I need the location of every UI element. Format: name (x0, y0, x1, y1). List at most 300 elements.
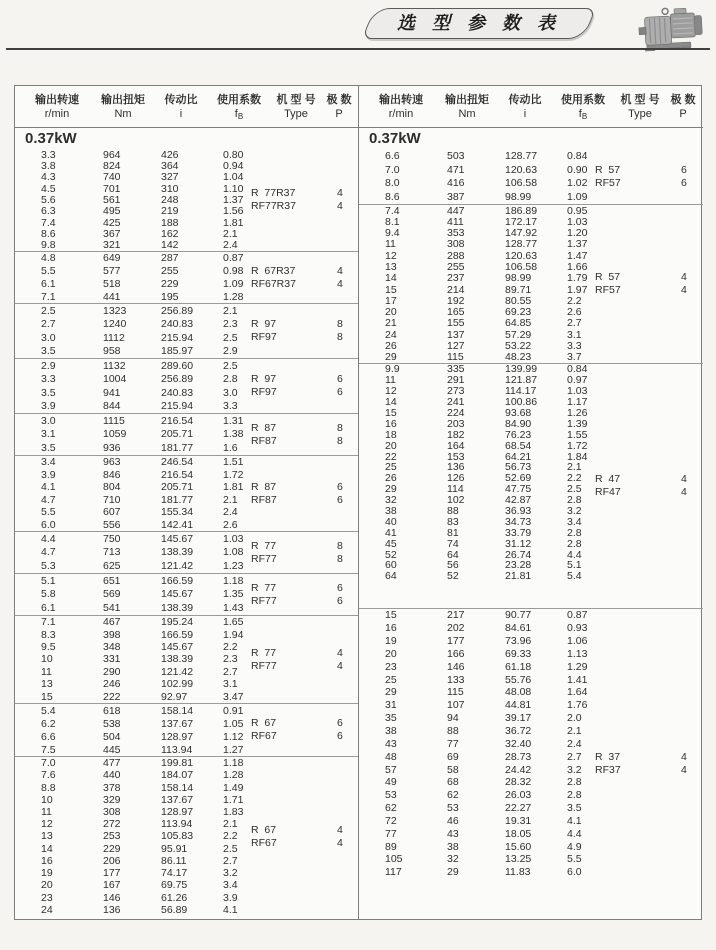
speed-cell: 16 (41, 854, 53, 867)
poles-value: 8 (337, 331, 343, 343)
service-factor-cell: 2.1 (567, 725, 582, 738)
service-factor-cell: 1.09 (223, 277, 244, 290)
service-factor-cell: 1.79 (567, 272, 588, 285)
speed-cell: 6.1 (41, 277, 56, 290)
table-row (15, 630, 358, 640)
model-line (595, 473, 701, 486)
service-factor-cell: 4.1 (223, 903, 238, 916)
table-row (359, 430, 703, 440)
torque-cell: 331 (103, 653, 121, 666)
torque-cell: 74 (447, 537, 459, 550)
poles-value: 6 (681, 163, 687, 176)
torque-cell: 192 (447, 294, 465, 307)
speed-cell: 9.4 (385, 227, 400, 240)
ratio-cell: 216.54 (161, 468, 194, 481)
speed-cell: 3.8 (41, 159, 56, 172)
model-type: RF37 (595, 764, 621, 776)
ratio-cell: 188 (161, 216, 179, 229)
torque-cell: 155 (447, 317, 465, 330)
torque-cell: 538 (103, 717, 121, 730)
speed-cell: 12 (385, 249, 397, 262)
table-section (15, 703, 358, 756)
torque-cell: 255 (447, 261, 465, 274)
table-row (359, 352, 703, 362)
ratio-cell: 90.77 (505, 609, 532, 622)
ratio-cell: 166.59 (161, 574, 194, 587)
service-factor-cell: 2.5 (223, 331, 238, 344)
ratio-cell: 240.83 (161, 386, 194, 399)
ratio-cell: 56.89 (161, 903, 188, 916)
ratio-cell: 181.77 (161, 493, 194, 506)
ratio-cell: 23.28 (505, 559, 532, 572)
speed-cell: 4.3 (41, 171, 56, 184)
column-header-5: 极 数 (670, 94, 696, 106)
column-unit-4: Type (284, 108, 308, 120)
service-factor-cell: 2.8 (567, 537, 582, 550)
torque-cell: 136 (103, 903, 121, 916)
table-row (15, 401, 358, 411)
column-header-row (15, 86, 358, 128)
service-factor-cell: 0.97 (567, 374, 588, 387)
speed-cell: 14 (385, 272, 397, 285)
torque-cell: 53 (447, 802, 459, 815)
service-factor-cell: 4.1 (567, 814, 582, 827)
model-poles-label (251, 481, 357, 507)
poles-value: 4 (681, 284, 687, 296)
ratio-cell: 44.81 (505, 699, 532, 712)
ratio-cell: 95.91 (161, 842, 188, 855)
table-row (15, 229, 358, 239)
speed-cell: 16 (385, 622, 397, 635)
table-row (359, 539, 703, 549)
ratio-cell: 137.67 (161, 793, 194, 806)
column-header-2: 传动比 (508, 94, 542, 106)
ratio-cell: 158.14 (161, 781, 194, 794)
ratio-cell: 155.34 (161, 506, 194, 519)
torque-cell: 740 (103, 171, 121, 184)
model-line (251, 422, 357, 435)
table-row (15, 856, 358, 866)
speed-cell: 7.1 (41, 290, 56, 303)
torque-cell: 398 (103, 628, 121, 641)
torque-cell: 202 (447, 622, 465, 635)
ratio-cell: 229 (161, 277, 179, 290)
speed-cell: 19 (41, 867, 53, 880)
ratio-cell: 28.32 (505, 776, 532, 789)
speed-cell: 20 (385, 439, 397, 452)
speed-cell: 6.3 (41, 205, 56, 218)
torque-cell: 166 (447, 647, 465, 660)
ratio-cell: 76.23 (505, 428, 532, 441)
table-row (15, 783, 358, 793)
ratio-cell: 69.23 (505, 306, 532, 319)
speed-cell: 60 (385, 559, 397, 572)
table-row (359, 307, 703, 317)
ratio-cell: 105.83 (161, 830, 194, 843)
power-label: 0.37kW (369, 130, 421, 147)
poles-value: 8 (337, 434, 343, 447)
unit-subscript: B (581, 112, 588, 121)
torque-cell: 844 (103, 400, 121, 413)
torque-cell: 69 (447, 750, 459, 763)
model-line (251, 435, 357, 448)
model-poles-label (595, 271, 701, 297)
torque-cell: 146 (103, 891, 121, 904)
poles-value: 6 (337, 717, 343, 729)
service-factor-cell: 0.91 (223, 704, 244, 717)
torque-cell: 288 (447, 249, 465, 262)
service-factor-cell: 1.23 (223, 560, 244, 573)
table-row (359, 803, 703, 813)
service-factor-cell: 1.94 (223, 628, 244, 641)
table-row (359, 854, 703, 864)
right-table-body (359, 128, 703, 919)
model-poles-label (251, 540, 357, 566)
ratio-cell: 28.73 (505, 750, 532, 763)
service-factor-cell: 1.76 (567, 699, 588, 712)
speed-cell: 3.3 (41, 373, 56, 386)
model-type: RF77 (251, 594, 277, 607)
torque-cell: 329 (103, 793, 121, 806)
torque-cell: 321 (103, 239, 121, 252)
table-row (359, 239, 703, 249)
model-line (251, 318, 357, 331)
torque-cell: 291 (447, 374, 465, 387)
speed-cell: 8.6 (385, 191, 400, 204)
model-line (251, 331, 357, 344)
ratio-cell: 145.67 (161, 641, 194, 654)
column-unit-5: P (335, 108, 343, 120)
model-type: RF97 (251, 331, 277, 343)
ratio-cell: 327 (161, 171, 179, 184)
service-factor-cell: 1.72 (223, 468, 244, 481)
ratio-cell: 138.39 (161, 546, 194, 559)
table-row (15, 346, 358, 356)
speed-cell: 62 (385, 802, 397, 815)
speed-cell: 6.1 (41, 602, 56, 615)
unit-base: f (234, 108, 238, 120)
service-factor-cell: 1.41 (567, 673, 588, 686)
model-poles-label (251, 824, 357, 850)
torque-cell: 62 (447, 789, 459, 802)
torque-cell: 1059 (103, 428, 127, 441)
service-factor-cell: 1.06 (567, 635, 588, 648)
model-type: R 97 (251, 318, 277, 330)
power-label: 0.37kW (25, 130, 77, 147)
ratio-cell: 48.08 (505, 686, 532, 699)
table-row (359, 636, 703, 646)
speed-cell: 12 (385, 385, 397, 398)
speed-cell: 64 (385, 570, 397, 583)
torque-cell: 607 (103, 506, 121, 519)
service-factor-cell: 2.5 (567, 483, 582, 496)
speed-cell: 29 (385, 686, 397, 699)
speed-cell: 3.0 (41, 331, 56, 344)
table-row (15, 880, 358, 890)
model-type: R 77 (251, 539, 277, 552)
model-type: RF67R37 (251, 277, 296, 290)
torque-cell: 963 (103, 456, 121, 469)
service-factor-cell: 5.4 (567, 570, 582, 583)
ratio-cell: 61.26 (161, 891, 188, 904)
torque-cell: 651 (103, 574, 121, 587)
torque-cell: 81 (447, 526, 459, 539)
torque-cell: 38 (447, 840, 459, 853)
model-line (251, 595, 357, 608)
speed-cell: 4.7 (41, 493, 56, 506)
service-factor-cell: 1.37 (223, 193, 244, 206)
speed-cell: 2.9 (41, 359, 56, 372)
table-row (359, 318, 703, 328)
torque-cell: 1323 (103, 304, 127, 317)
model-line (251, 187, 357, 200)
torque-cell: 107 (447, 699, 465, 712)
model-type: RF67 (251, 836, 277, 849)
speed-cell: 9.5 (41, 641, 56, 654)
torque-cell: 618 (103, 704, 121, 717)
poles-value: 6 (337, 594, 343, 607)
speed-cell: 20 (41, 879, 53, 892)
service-factor-cell: 1.83 (223, 805, 244, 818)
speed-cell: 45 (385, 537, 397, 550)
model-type: R 97 (251, 373, 277, 385)
torque-cell: 701 (103, 182, 121, 195)
torque-cell: 29 (447, 866, 459, 879)
service-factor-cell: 2.8 (567, 789, 582, 802)
speed-cell: 5.3 (41, 560, 56, 573)
speed-cell: 72 (385, 814, 397, 827)
torque-cell: 710 (103, 493, 121, 506)
speed-cell: 15 (41, 690, 53, 703)
torque-cell: 441 (103, 290, 121, 303)
speed-cell: 11 (41, 805, 52, 818)
speed-cell: 21 (385, 317, 397, 330)
column-header-row (359, 86, 703, 128)
service-factor-cell: 1.51 (223, 456, 244, 469)
torque-cell: 102 (447, 494, 465, 507)
torque-cell: 127 (447, 340, 465, 353)
service-factor-cell: 1.81 (223, 216, 244, 229)
service-factor-cell: 0.94 (223, 159, 244, 172)
torque-cell: 503 (447, 149, 465, 162)
torque-cell: 541 (103, 602, 121, 615)
table-row (359, 251, 703, 261)
service-factor-cell: 1.38 (223, 428, 244, 441)
model-line (251, 265, 357, 278)
torque-cell: 518 (103, 277, 121, 290)
torque-cell: 164 (447, 439, 465, 452)
model-type: R 37 (595, 751, 621, 763)
ratio-cell: 120.63 (505, 163, 538, 176)
table-row (359, 452, 703, 462)
column-header-4: 机 型 号 (276, 94, 316, 106)
speed-cell: 13 (385, 261, 397, 274)
torque-cell: 416 (447, 177, 465, 190)
speed-cell: 15 (385, 283, 397, 296)
model-poles-label (251, 318, 357, 344)
model-type: RF87 (251, 434, 277, 447)
ratio-cell: 15.60 (505, 840, 532, 853)
ratio-cell: 426 (161, 148, 179, 161)
service-factor-cell: 0.98 (223, 265, 244, 278)
column-header-2: 传动比 (164, 94, 198, 106)
torque-cell: 713 (103, 546, 121, 559)
model-type: RF77 (251, 659, 277, 672)
selection-parameter-table (14, 85, 702, 920)
torque-cell: 649 (103, 252, 121, 265)
model-poles-label (251, 647, 357, 673)
poles-value: 4 (337, 836, 343, 849)
torque-cell: 824 (103, 159, 121, 172)
service-factor-cell: 2.5 (223, 842, 238, 855)
table-row (359, 408, 703, 418)
service-factor-cell: 2.8 (567, 776, 582, 789)
ratio-cell: 11.83 (505, 866, 531, 879)
speed-cell: 5.8 (41, 588, 56, 601)
table-row (15, 868, 358, 878)
model-type: R 77 (251, 581, 277, 594)
speed-cell: 10 (41, 793, 53, 806)
model-type: RF67 (251, 730, 277, 742)
ratio-cell: 142 (161, 239, 179, 252)
torque-cell: 467 (103, 616, 121, 629)
ratio-cell: 89.71 (505, 283, 532, 296)
service-factor-cell: 3.1 (567, 328, 582, 341)
speed-cell: 8.8 (41, 781, 56, 794)
ratio-cell: 121.42 (161, 665, 194, 678)
speed-cell: 26 (385, 472, 397, 485)
unit-subscript: B (237, 112, 244, 121)
service-factor-cell: 1.55 (567, 428, 588, 441)
table-row (359, 550, 703, 560)
model-line (251, 278, 357, 291)
service-factor-cell: 0.84 (567, 149, 588, 162)
ratio-cell: 128.77 (505, 238, 538, 251)
model-line (251, 660, 357, 673)
speed-cell: 4.8 (41, 252, 56, 265)
ratio-cell: 215.94 (161, 400, 194, 413)
model-type: R 47 (595, 473, 621, 485)
ratio-cell: 138.39 (161, 653, 194, 666)
speed-cell: 29 (385, 351, 397, 364)
ratio-cell: 18.05 (505, 827, 532, 840)
ratio-cell: 53.22 (505, 340, 532, 353)
service-factor-cell: 2.8 (223, 373, 238, 386)
table-row (15, 306, 358, 316)
torque-cell: 272 (103, 818, 121, 831)
table-row (359, 700, 703, 710)
torque-cell: 495 (103, 205, 121, 218)
poles-value: 6 (337, 493, 343, 506)
ratio-cell: 113.94 (161, 818, 193, 831)
speed-cell: 24 (41, 903, 53, 916)
torque-cell: 52 (447, 570, 459, 583)
column-unit-3 (235, 108, 243, 121)
service-factor-cell: 1.66 (567, 261, 588, 274)
table-section (15, 251, 358, 303)
torque-cell: 88 (447, 725, 459, 738)
ratio-cell: 172.17 (505, 215, 538, 228)
service-factor-cell: 3.1 (223, 678, 238, 691)
table-row (359, 829, 703, 839)
poles-value: 8 (337, 318, 343, 330)
torque-cell: 83 (447, 515, 459, 528)
ratio-cell: 93.68 (505, 407, 532, 419)
speed-cell: 6.2 (41, 717, 56, 730)
poles-value: 8 (337, 421, 343, 434)
torque-cell: 77 (447, 737, 459, 750)
service-factor-cell: 1.28 (223, 290, 244, 303)
service-factor-cell: 1.49 (223, 781, 244, 794)
ratio-cell: 287 (161, 252, 179, 265)
service-factor-cell: 1.31 (223, 414, 244, 427)
column-header-1: 输出扭矩 (445, 94, 489, 106)
unit-base: f (578, 108, 582, 120)
ratio-cell: 69.33 (505, 647, 532, 660)
table-row (15, 758, 358, 768)
torque-cell: 253 (103, 830, 121, 843)
speed-cell: 19 (385, 635, 397, 648)
torque-cell: 115 (447, 351, 464, 364)
ratio-cell: 121.87 (505, 374, 538, 387)
table-section (15, 358, 358, 413)
table-row (359, 713, 703, 723)
table-section (359, 363, 703, 608)
model-poles-label (251, 717, 357, 743)
torque-cell: 846 (103, 468, 121, 481)
service-factor-cell: 1.17 (567, 396, 588, 409)
speed-cell: 3.1 (41, 428, 56, 441)
table-section (359, 608, 703, 919)
service-factor-cell: 0.84 (567, 363, 588, 376)
torque-cell: 504 (103, 730, 121, 743)
torque-cell: 32 (447, 853, 459, 866)
poles-value: 6 (337, 730, 343, 742)
model-type: R 87 (251, 421, 277, 434)
ratio-cell: 248 (161, 193, 179, 206)
speed-cell: 13 (41, 830, 53, 843)
table-row (359, 386, 703, 396)
service-factor-cell: 2.1 (223, 227, 238, 240)
speed-cell: 2.7 (41, 318, 56, 331)
table-row (359, 790, 703, 800)
ratio-cell: 186.89 (505, 204, 538, 217)
table-row (359, 560, 703, 570)
ratio-cell: 195 (161, 290, 179, 303)
torque-cell: 750 (103, 532, 121, 545)
table-row (15, 617, 358, 627)
speed-cell: 26 (385, 340, 397, 353)
poles-value: 8 (337, 539, 343, 552)
model-type: RF87 (251, 493, 277, 506)
table-row (359, 217, 703, 227)
speed-cell: 5.1 (41, 574, 56, 587)
table-row (15, 807, 358, 817)
service-factor-cell: 1.27 (223, 743, 244, 756)
speed-cell: 18 (385, 428, 397, 441)
column-header-1: 输出扭矩 (101, 94, 145, 106)
table-row (15, 172, 358, 182)
column-header-3: 使用系数 (561, 94, 605, 106)
table-row (359, 528, 703, 538)
speed-cell: 89 (385, 840, 397, 853)
torque-cell: 217 (447, 609, 465, 622)
table-row (15, 692, 358, 702)
table-row (15, 457, 358, 467)
speed-cell: 5.6 (41, 193, 56, 206)
table-section (15, 531, 358, 573)
service-factor-cell: 3.3 (567, 340, 582, 353)
